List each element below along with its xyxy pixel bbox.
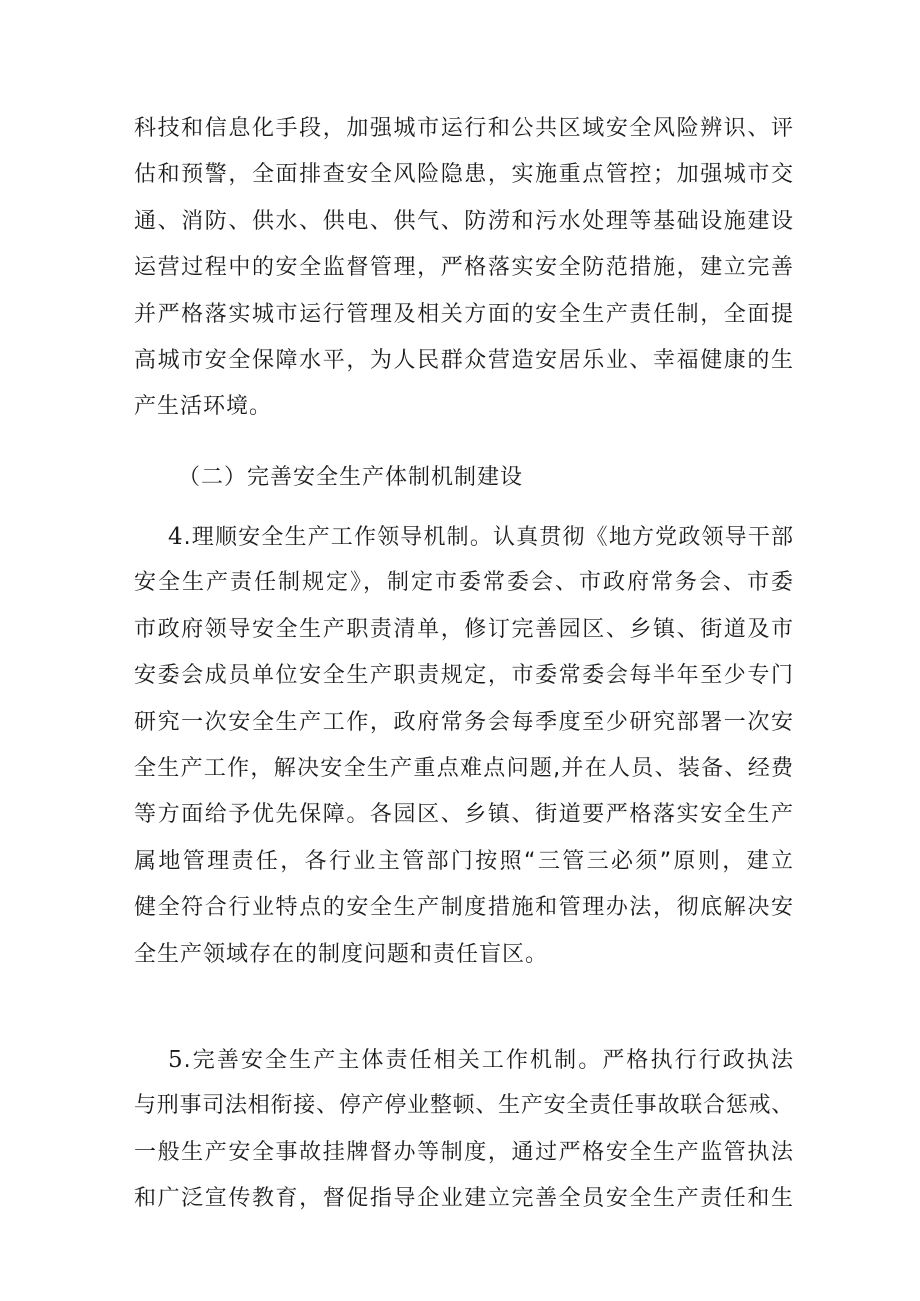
paragraph-line: 高城市安全保障水平，为人民群众营造安居乐业、幸福健康的生 <box>134 347 794 373</box>
paragraph-line: 通、消防、供水、供电、供气、防涝和污水处理等基础设施建设 <box>134 208 794 234</box>
paragraph-line: 全生产领域存在的制度问题和责任盲区。 <box>134 941 549 967</box>
item-5-first-line <box>134 1037 794 1083</box>
paragraph-line: 一般生产安全事故挂牌督办等制度，通过严格安全生产监管执法 <box>134 1139 794 1165</box>
paragraph-line: 并严格落实城市运行管理及相关方面的安全生产责任制，全面提 <box>134 301 794 327</box>
paragraph-line: 运营过程中的安全监督管理，严格落实安全防范措施，建立完善 <box>134 255 794 281</box>
item-4-number: 4 <box>168 524 184 550</box>
item-5-first-line-text: .完善安全生产主体责任相关工作机制。严格执行行政执法 <box>183 1048 794 1073</box>
paragraph-line: 全生产工作，解决安全生产重点难点问题,并在人员、装备、经费 <box>134 755 794 781</box>
paragraph-line: 市政府领导安全生产职责清单，修订完善园区、乡镇、街道及市 <box>134 616 794 642</box>
paragraph-continued <box>134 106 794 431</box>
paragraph-line: 属地管理责任，各行业主管部门按照“三管三必须”原则，建立 <box>134 848 795 874</box>
item-4-first-line <box>134 514 794 560</box>
paragraph-line: 和广泛宣传教育，督促指导企业建立完善全员安全生产责任和生 <box>134 1186 794 1212</box>
section-heading: （二）完善安全生产体制机制建设 <box>178 465 524 490</box>
paragraph-line: 安全生产责任制规定》，制定市委常委会、市政府常务会、市委 <box>134 570 794 596</box>
item-4-paragraph <box>134 514 794 978</box>
paragraph-line: 安委会成员单位安全生产职责规定，市委常委会每半年至少专门 <box>134 663 794 689</box>
paragraph-line: 科技和信息化手段，加强城市运行和公共区域安全风险辨识、评 <box>134 116 794 141</box>
paragraph-line: 研究一次安全生产工作，政府常务会每季度至少研究部署一次安 <box>134 709 794 735</box>
item-4-first-line-text: .理顺安全生产工作领导机制。认真贯彻《地方党政领导干部 <box>183 525 794 550</box>
paragraph-line: 与刑事司法相衔接、停产停业整顿、生产安全责任事故联合惩戒、 <box>134 1093 794 1119</box>
paragraph-line: 等方面给予优先保障。各园区、乡镇、街道要严格落实安全生产 <box>134 802 794 828</box>
paragraph-line: 产生活环境。 <box>134 394 273 420</box>
item-5-number: 5 <box>168 1047 184 1073</box>
paragraph-line: 估和预警，全面排查安全风险隐患，实施重点管控；加强城市交 <box>134 162 794 188</box>
item-5-paragraph <box>134 1037 794 1223</box>
paragraph-line: 健全符合行业特点的安全生产制度措施和管理办法，彻底解决安 <box>134 895 794 921</box>
